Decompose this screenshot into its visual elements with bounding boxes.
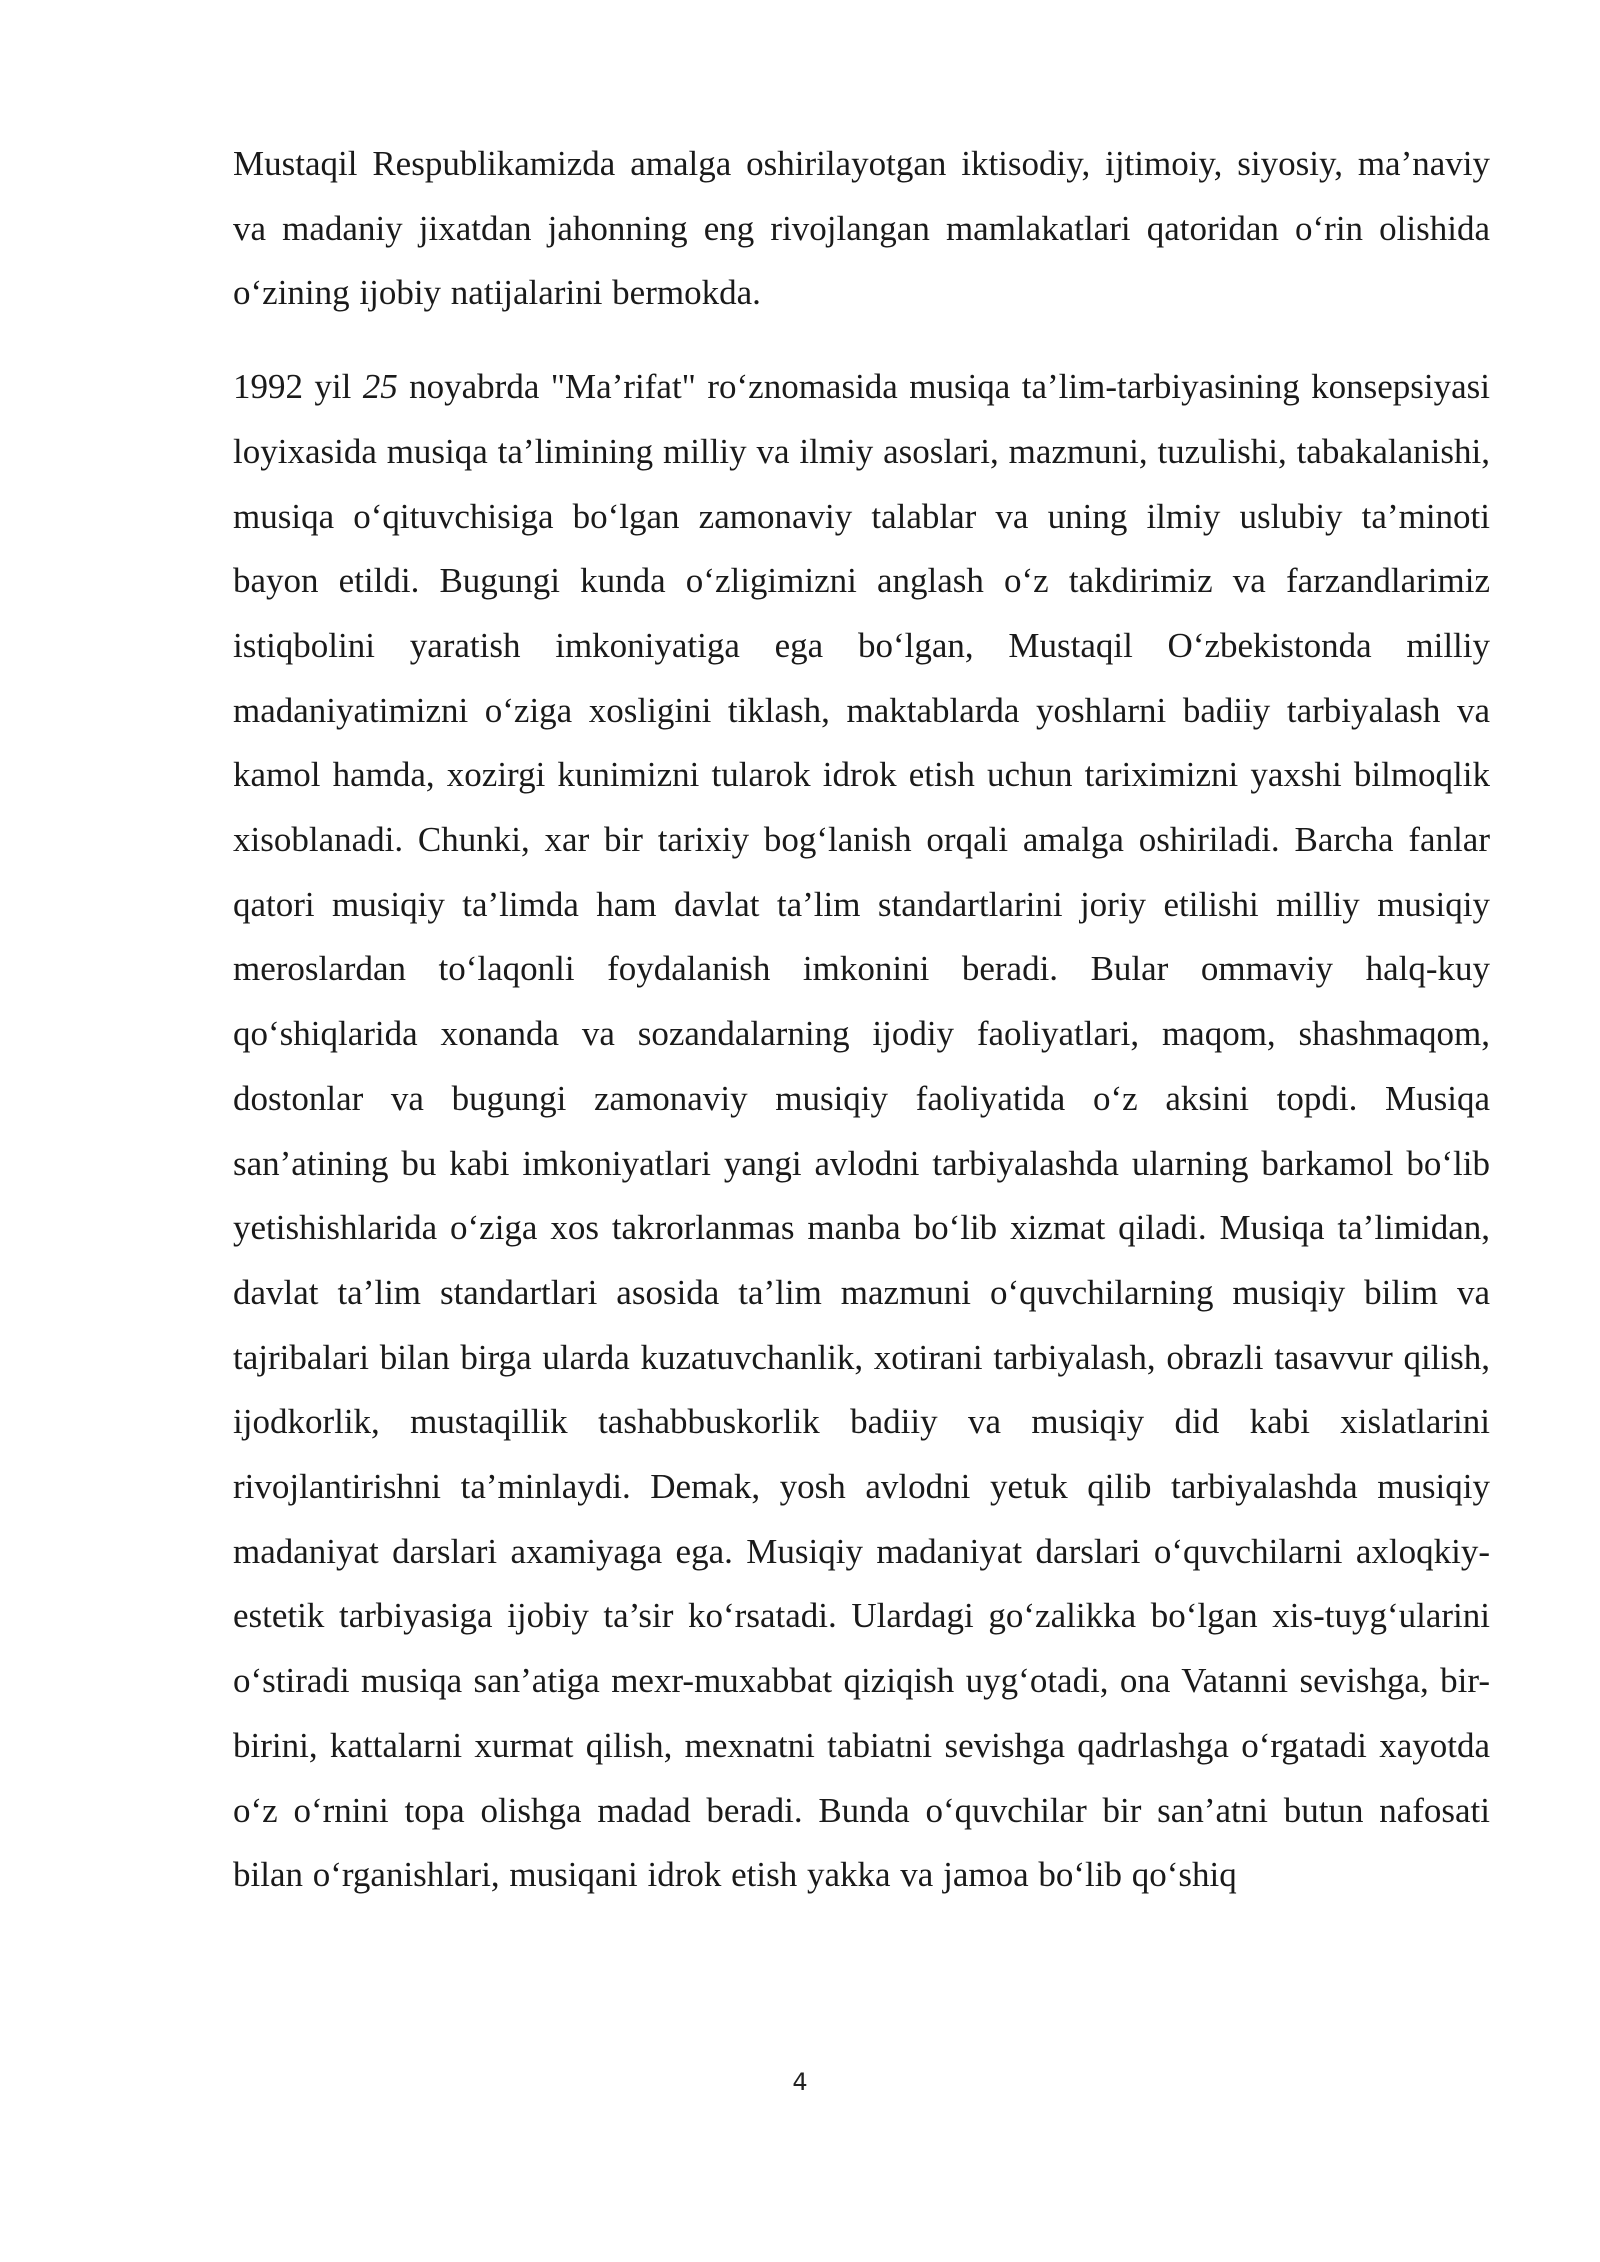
paragraph-main-rest: noyabrda "Ma’rifat" ro‘znomasida musiqa ta’lim-tarbiyasining konsepsiyasi loyixasida musiqa ta’limining milliy va ilmiy asoslari, mazmuni, tuzulishi, tabakalanishi, musiqa o‘qituvchisiga bo‘lgan zamonaviy talablar va uning ilmiy uslubiy ta’minoti bayon etildi. Bugungi kunda o‘zligimizni anglash o‘z takdirimiz va farzandlarimiz istiqbolini yaratish imkoniyatiga ega bo‘lgan, Mustaqil O‘zbekistonda milliy madaniyatimizni o‘ziga xosligini tiklash, maktablarda yoshlarni badiiy tarbiyalash va kamol hamda, xozirgi kunimizni tularok idrok etish uchun tariximizni yaxshi bilmoqlik xisoblanadi. Chunki, xar bir tarixiy bog‘lanish orqali amalga oshiriladi. Barcha fanlar qatori musiqiy ta’limda ham davlat ta’lim standartlarini joriy etilishi milliy musiqiy meroslardan to‘laqonli foydalanish imkonini beradi. Bular ommaviy halq-kuy qo‘shiqlarida xonanda va sozandalarning ijodiy faoliyatlari, maqom, shashmaqom, dostonlar va bugungi zamonaviy musiqiy faoliyatida o‘z aksini topdi. Musiqa san’atining bu kabi imkoniyatlari yangi avlodni tarbiyalashda ularning barkamol bo‘lib yetishishlarida o‘ziga xos takrorlanmas manba bo‘lib xizmat qiladi. Musiqa ta’limidan, davlat ta’lim standartlari asosida ta’lim mazmuni o‘quvchilarning musiqiy bilim va tajribalari bilan birga ularda kuzatuvchanlik, xotirani tarbiyalash, obrazli tasavvur qilish, ijodkorlik, mustaqillik tashabbuskorlik badiiy va musiqiy did kabi xislatlarini rivojlantirishni ta’minlaydi. Demak, yosh avlodni yetuk qilib tarbiyalashda musiqiy madaniyat darslari axamiyaga ega. Musiqiy madaniyat darslari o‘quvchilarni axloqkiy-estetik tarbiyasiga ijobiy ta’sir ko‘rsatadi. Ulardagi go‘zalikka bo‘lgan xis-tuyg‘ularini o‘stiradi musiqa san’atiga mexr-muxabbat qiziqish uyg‘otadi, ona Vatanni sevishga, bir-birini, kattalarni xurmat qilish, mexnatni tabiatni sevishga qadrlashga o‘rgatadi xayotda o‘z o‘rnini topa olishga madad beradi. Bunda o‘quvchilar bir san’atni butun nafosati bilan o‘rganishlari, musiqani idrok etish yakka va jamoa bo‘lib qo‘shiq [233,367,1490,1895]
paragraph-main-start: 1992 yil [233,367,363,407]
paragraph-main [233,355,1490,1908]
paragraph-main-day: 25 [362,367,398,407]
page-number: 4 [792,2068,808,2096]
paragraph-intro: Mustaqil Respublikamizda amalga oshirilayotgan iktisodiy, ijtimoiy, siyosiy, ma’naviy va madaniy jixatdan jahonning eng rivojlangan mamlakatlari qatoridan o‘rin olishida o‘zining ijobiy natijalarini bermokda. [233,144,1490,313]
document-body [233,132,1490,1908]
